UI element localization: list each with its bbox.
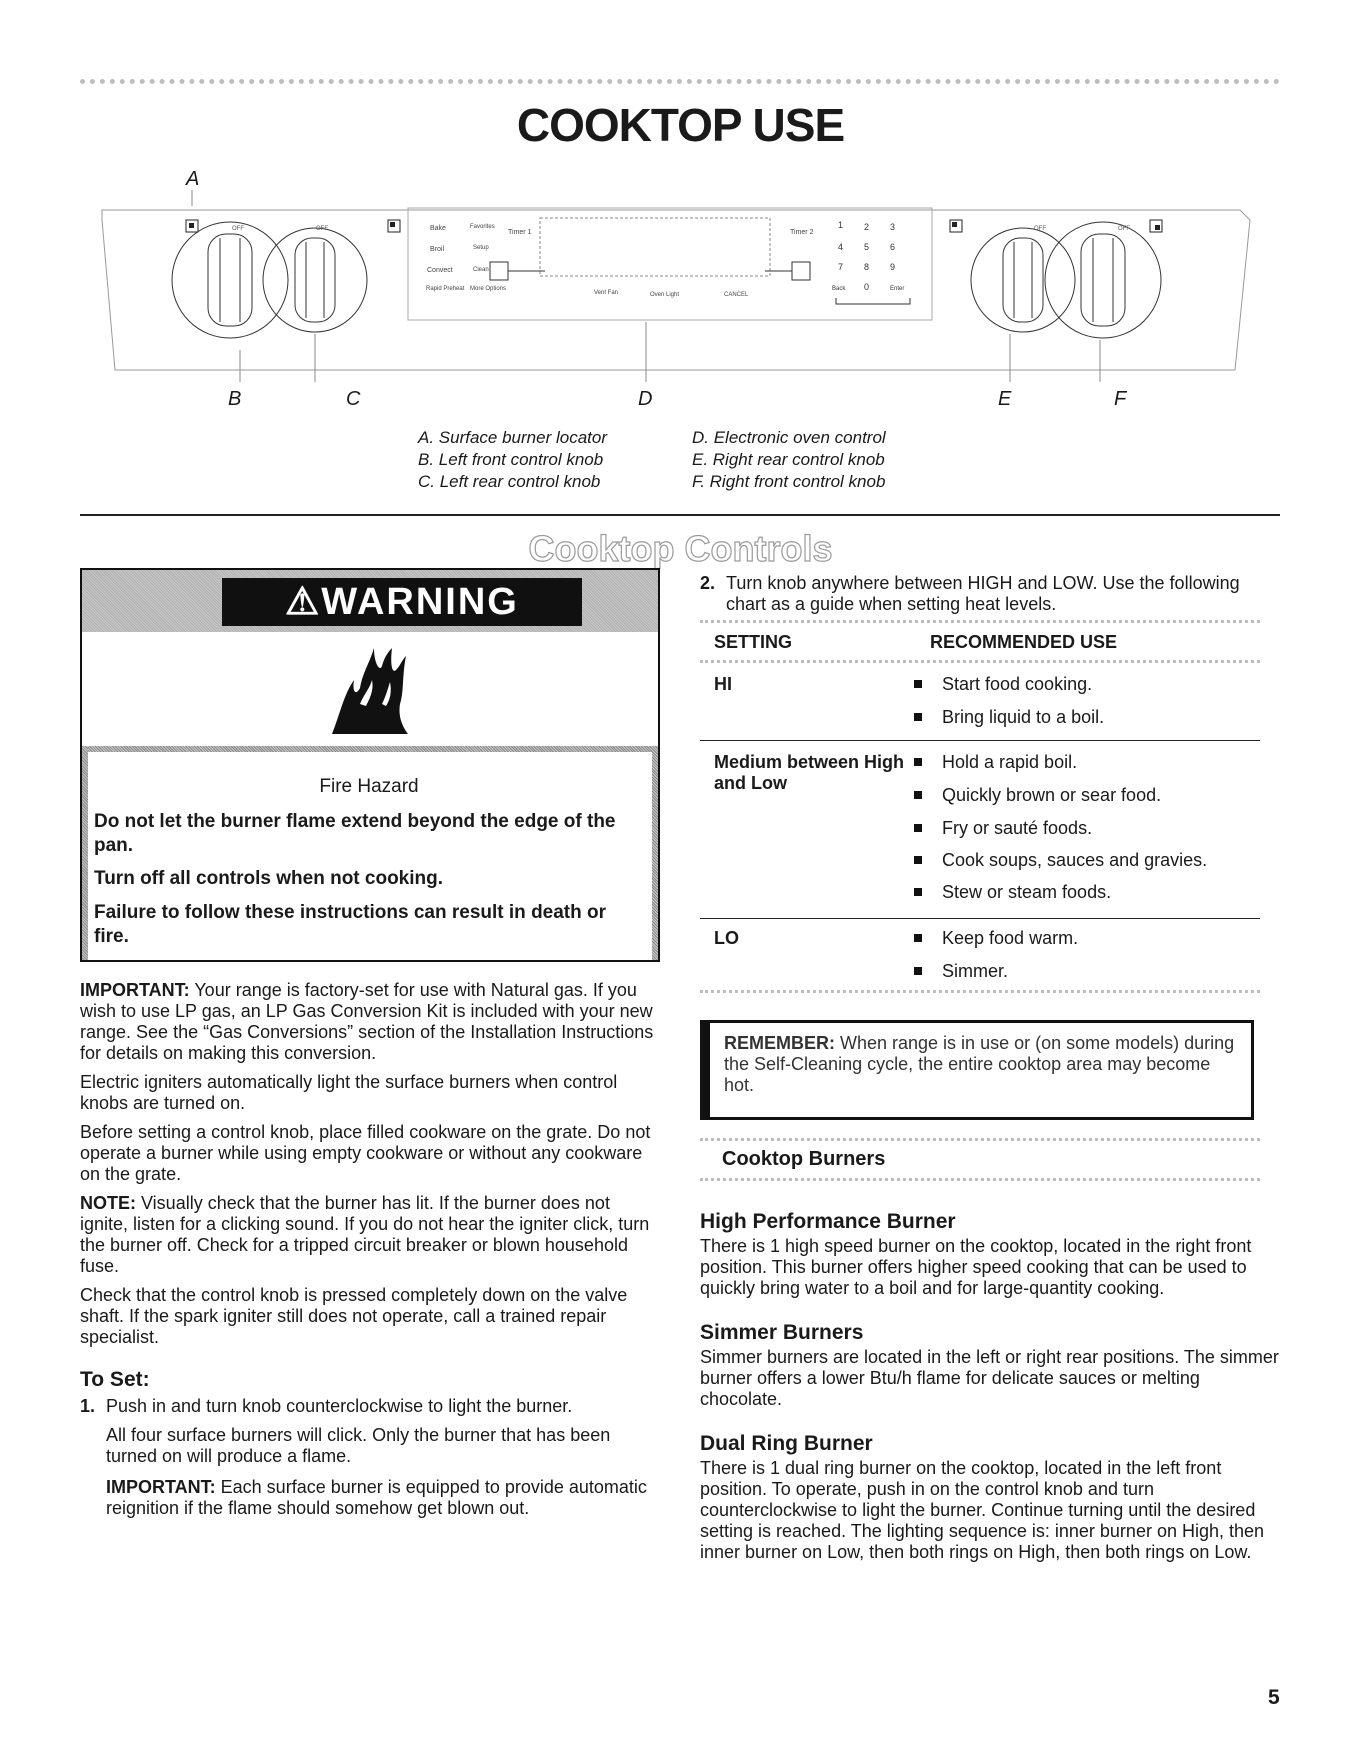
svg-text:3: 3 — [890, 222, 896, 232]
svg-text:OFF: OFF — [1118, 226, 1130, 232]
callout-e: E — [998, 388, 1012, 410]
simmer-burners-text: Simmer burners are located in the left or right rear positions. The simmer burner offers a lower Btu/h flame for delicate sauces or melting chocolate. — [700, 1347, 1279, 1409]
step-1-sub: All four surface burners will click. Only the burner that has been turned on will produce a flame. — [106, 1425, 611, 1466]
callout-c: C — [346, 388, 361, 410]
warning-line-1: Do not let the burner flame extend beyond the edge of the pan. — [94, 811, 616, 856]
legend-item-a: A. Surface burner locator — [418, 428, 607, 447]
svg-text:4: 4 — [838, 242, 844, 252]
svg-text:5: 5 — [864, 242, 870, 252]
setting-hi: HI — [714, 674, 732, 694]
page-number: 5 — [1268, 1686, 1280, 1709]
panel-outline — [102, 210, 1250, 370]
legend-left — [418, 427, 678, 493]
control-panel-figure — [90, 150, 1270, 410]
hp-burner-text: There is 1 high speed burner on the cooktop, located in the right front position. This burner offers higher speed cooking that can be used to quickly bring water to a boil and for large-quantity cooking. — [700, 1236, 1252, 1298]
fire-icon — [330, 644, 410, 736]
svg-text:Back: Back — [832, 286, 846, 292]
svg-text:6: 6 — [890, 242, 896, 252]
warning-triangle-icon: ⚠ — [285, 581, 322, 623]
warning-line-2: Turn off all controls when not cooking. — [94, 868, 444, 889]
off-label-1: OFF — [232, 226, 244, 232]
table-row: Medium between High and Low Hold a rapid boil. Quickly brown or sear food. Fry or sauté foods. Cook soups, sauces and gravies. Stew or steam foods. — [714, 752, 1208, 902]
dual-ring-text: There is 1 dual ring burner on the cooktop, located in the left front position. To operate, push in on the control knob and turn counterclockwise to light the burner. Continue turning until the desired setting is reached. The lighting sequence is: inner burner on High, then inner burner on Low, then both rings on High, then both rings on Low. — [700, 1458, 1265, 1562]
check-paragraph: Check that the control knob is pressed completely down on the valve shaft. If the spark igniter still does not operate, call a trained repair specialist. — [80, 1285, 628, 1347]
igniters-paragraph: Electric igniters automatically light the surface burners when control knobs are turned on. — [80, 1072, 618, 1113]
svg-text:Clean: Clean — [473, 267, 489, 273]
section-title: Cooktop Controls — [528, 528, 833, 569]
right-column-text — [700, 1210, 1280, 1563]
svg-text:Convect: Convect — [427, 267, 453, 274]
fire-hazard-label: Fire Hazard — [319, 776, 419, 797]
right-rear-knob — [971, 228, 1075, 332]
legend-item-e: E. Right rear control knob — [692, 450, 885, 469]
callout-f: F — [1114, 388, 1127, 410]
svg-text:Oven Light: Oven Light — [650, 292, 680, 298]
svg-text:Rapid Preheat: Rapid Preheat — [426, 286, 465, 292]
display-window — [540, 218, 770, 276]
legend-item-d: D. Electronic oven control — [692, 428, 886, 447]
before-setting-paragraph: Before setting a control knob, place filled cookware on the grate. Do not operate a burner while using empty cookware or without any cookware on the grate. — [80, 1122, 651, 1184]
table-row: HI Start food cooking. Bring liquid to a boil. — [714, 674, 1105, 727]
legend-right — [692, 427, 972, 493]
to-set-heading: To Set: — [80, 1368, 150, 1391]
svg-text:More Options: More Options — [470, 286, 507, 292]
warning-line-3: Failure to follow these instructions can result in death or fire. — [94, 902, 607, 947]
simmer-burners-heading: Simmer Burners — [700, 1321, 864, 1344]
warning-divider — [82, 746, 658, 752]
section-rule — [80, 514, 1280, 516]
svg-text:Bake: Bake — [430, 225, 446, 232]
svg-text:7: 7 — [838, 262, 844, 272]
important-reignition: IMPORTANT: Each surface burner is equipped to provide automatic reignition if the flame should somehow get blown out. — [106, 1477, 647, 1518]
svg-text:Timer 2: Timer 2 — [790, 229, 814, 236]
right-front-knob — [1045, 222, 1161, 338]
note-paragraph: NOTE: Visually check that the burner has lit. If the burner does not ignite, listen for a clicking sound. If you do not hear the igniter click, turn the burner off. Check for a tripped circuit breaker or blown household fuse. — [80, 1193, 650, 1276]
svg-text:Setup: Setup — [473, 245, 489, 251]
warning-box — [80, 568, 660, 962]
important-paragraph: IMPORTANT: Your range is factory-set for use with Natural gas. If you wish to use LP gas, an LP Gas Conversion Kit is included with your new range. See the “Gas Conversions” section of the Installation Instructions for details on making this conversion. — [80, 980, 654, 1063]
step-1: 1. Push in and turn knob counterclockwise to light the burner. — [80, 1396, 573, 1416]
dual-ring-heading: Dual Ring Burner — [700, 1432, 873, 1455]
svg-text:2: 2 — [864, 222, 870, 232]
step-2: 2. Turn knob anywhere between HIGH and LOW. Use the following chart as a guide when setting heat levels. — [700, 573, 1240, 614]
warning-header-bar — [82, 570, 658, 632]
remember-box: REMEMBER: When range is in use or (on some models) during the Self-Cleaning cycle, the entire cooktop area may become hot. — [700, 1020, 1254, 1120]
hp-burner-heading: High Performance Burner — [700, 1210, 956, 1233]
table-header — [714, 632, 1254, 653]
svg-text:OFF: OFF — [1034, 226, 1046, 232]
svg-text:9: 9 — [890, 262, 896, 272]
off-label-2: OFF — [316, 226, 328, 232]
cooktop-burners-heading: Cooktop Burners — [722, 1148, 886, 1170]
callout-a: A — [186, 168, 200, 190]
svg-text:Timer 1: Timer 1 — [508, 229, 532, 236]
callout-d: D — [638, 388, 653, 410]
svg-text:0: 0 — [864, 282, 870, 292]
col-setting: SETTING — [714, 632, 793, 652]
svg-text:1: 1 — [838, 220, 844, 230]
svg-text:CANCEL: CANCEL — [724, 292, 749, 298]
svg-text:Vent Fan: Vent Fan — [594, 290, 619, 296]
warning-header: ⚠WARNING — [222, 578, 582, 626]
setting-lo: LO — [714, 928, 739, 948]
legend-item-f: F. Right front control knob — [692, 472, 886, 491]
left-column — [80, 980, 660, 1519]
legend-item-c: C. Left rear control knob — [418, 472, 601, 491]
top-rule — [80, 79, 1280, 84]
page-title: COOKTOP USE — [516, 99, 845, 151]
svg-text:Broil: Broil — [430, 246, 445, 253]
callout-b: B — [228, 388, 242, 410]
left-rear-knob — [263, 228, 367, 332]
table-row: LO Keep food warm. Simmer. — [714, 928, 1079, 981]
left-front-knob — [172, 222, 288, 338]
setting-medium: Medium between High and Low — [714, 752, 905, 793]
legend-item-b: B. Left front control knob — [418, 450, 604, 469]
col-recommended-use: RECOMMENDED USE — [930, 632, 1118, 652]
svg-text:8: 8 — [864, 262, 870, 272]
svg-text:Favorites: Favorites — [470, 224, 495, 230]
svg-text:Enter: Enter — [890, 286, 905, 292]
